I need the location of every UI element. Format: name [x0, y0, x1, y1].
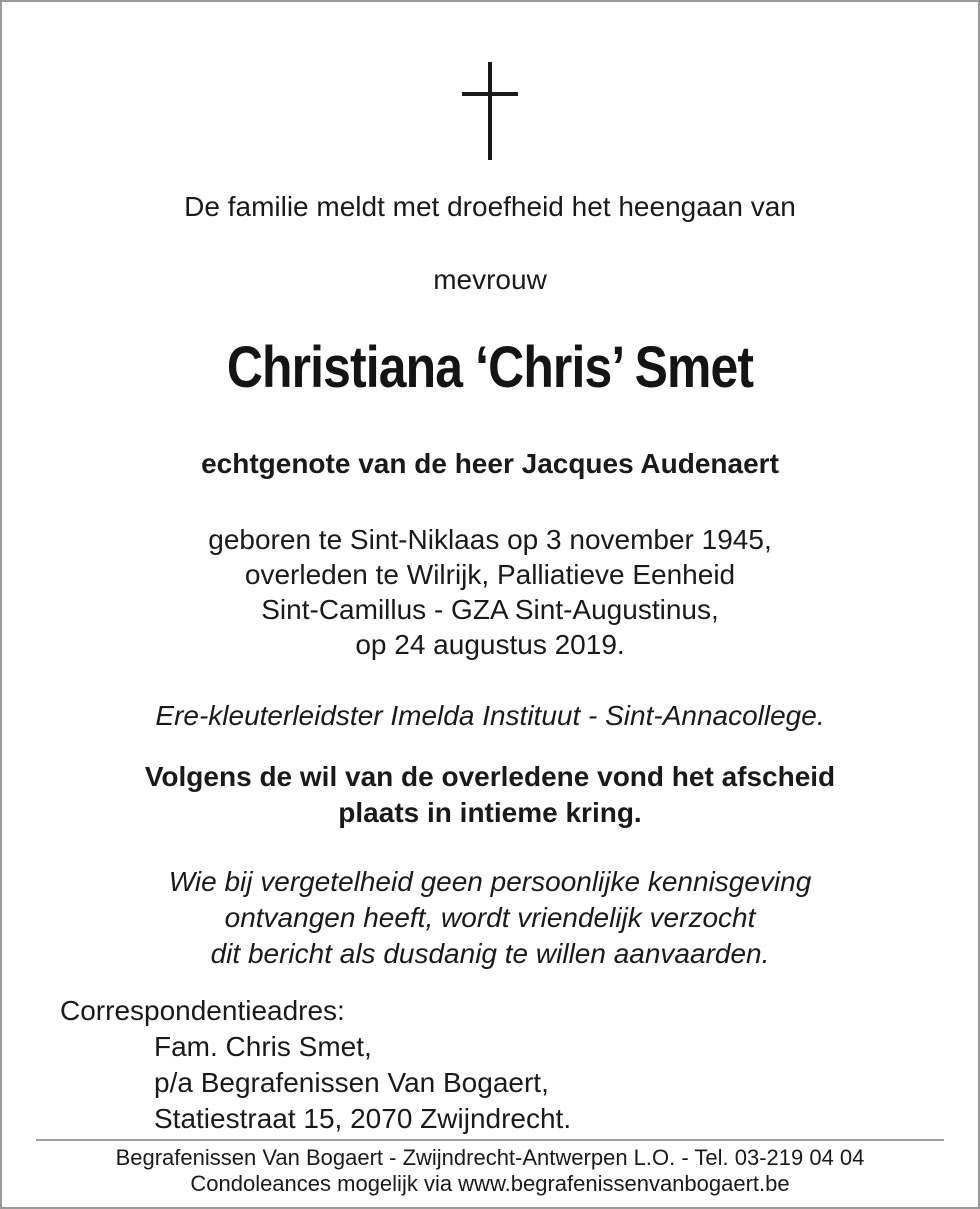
footer-divider: [36, 1139, 944, 1141]
address-line: p/a Begrafenissen Van Bogaert,: [154, 1067, 549, 1098]
spouse-line: echtgenote van de heer Jacques Audenaert: [201, 448, 779, 479]
farewell-line: Volgens de wil van de overledene vond het afscheid: [144, 761, 836, 792]
footer-contact: Begrafenissen Van Bogaert - Zwijndrecht-Antwerpen L.O. - Tel. 03-219 04 04: [115, 1145, 865, 1170]
footer-website: Condoleances mogelijk via www.begrafenissenvanbogaert.be: [190, 1171, 790, 1196]
detail-line: Sint-Camillus - GZA Sint-Augustinus,: [261, 594, 719, 625]
notice-line: ontvangen heeft, wordt vriendelijk verzocht: [224, 902, 756, 933]
birth-death-details: [0, 522, 980, 662]
notice-line: dit bericht als dusdanig te willen aanvaarden.: [210, 938, 770, 969]
notice-text: [0, 864, 980, 972]
farewell-text: [0, 759, 980, 831]
honorific: mevrouw: [433, 264, 547, 295]
correspondence-address: [60, 993, 571, 1137]
career-line: Ere-kleuterleidster Imelda Instituut - Sint-Annacollege.: [155, 700, 825, 731]
detail-line: op 24 augustus 2019.: [355, 629, 625, 660]
detail-line: geboren te Sint-Niklaas op 3 november 1945,: [208, 524, 772, 555]
address-line: Statiestraat 15, 2070 Zwijndrecht.: [154, 1103, 572, 1134]
deceased-name: Christiana ‘Chris’ Smet: [226, 335, 754, 400]
detail-line: overleden te Wilrijk, Palliatieve Eenheid: [244, 559, 736, 590]
intro-text: De familie meldt met droefheid het heengaan van: [184, 191, 796, 222]
footer: [0, 1145, 980, 1197]
correspondence-label: Correspondentieadres:: [60, 995, 345, 1026]
notice-line: Wie bij vergetelheid geen persoonlijke kennisgeving: [168, 866, 812, 897]
farewell-line: plaats in intieme kring.: [338, 797, 642, 828]
cross-icon: [458, 62, 522, 160]
address-line: Fam. Chris Smet,: [154, 1031, 372, 1062]
